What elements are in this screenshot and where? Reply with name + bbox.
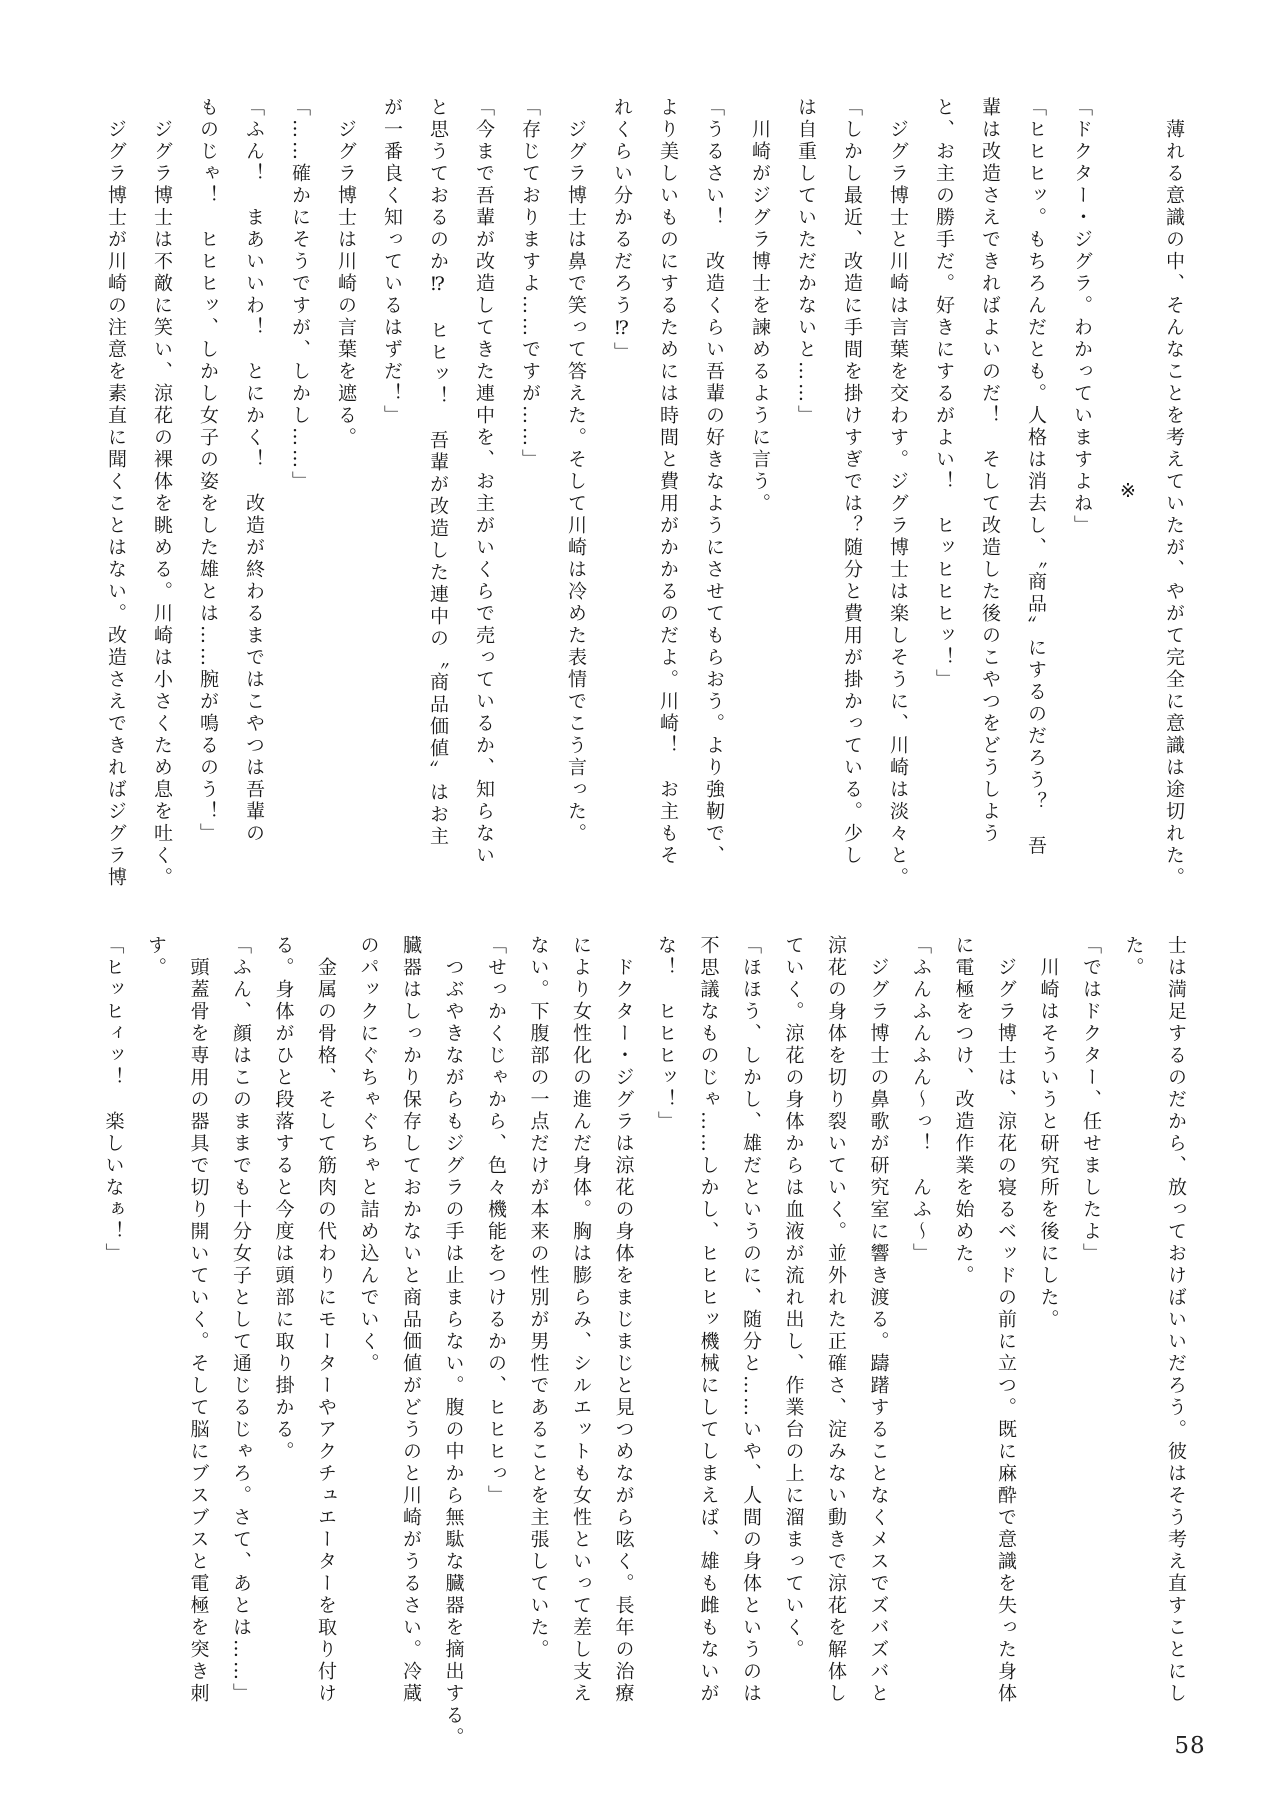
section-divider: ※ — [1117, 479, 1139, 505]
text-column: に電極をつけ、改造作業を始めた。 — [952, 935, 975, 1287]
text-column: と、お主の勝手だ。好きにするがよい！ ヒッヒヒヒッ！」 — [933, 97, 955, 691]
text-column: 「ふん！ まあいいわ！ とにかく！ 改造が終わるまではこやつは吾輩の — [243, 97, 265, 845]
text-column: た。 — [1122, 935, 1145, 979]
text-column: 輩は改造さえできればよいのだ！ そして改造した後のこやつをどうしよう — [979, 97, 1001, 845]
text-column: ジグラ博士の鼻歌が研究室に響き渡る。躊躇することなくメスでズバズバと — [867, 935, 890, 1705]
text-column: 「ヒッヒィッ！ 楽しいなぁ！」 — [102, 935, 125, 1265]
text-column: により女性化の進んだ身体。胸は膨らみ、シルエットも女性といって差し支え — [570, 935, 592, 1705]
text-column: ていく。涼花の身体からは血液が流れ出し、作業台の上に溜まっていく。 — [782, 935, 805, 1661]
text-column: は自重していただかないと……」 — [795, 97, 817, 427]
text-column: 「ではドクター、任せましたよ」 — [1080, 935, 1102, 1265]
text-column: 「ふんふんふん～っ！ んふ～」 — [910, 935, 932, 1265]
bottom-band — [92, 935, 1197, 1749]
text-column: 「……確かにそうですが、しかし……」 — [289, 97, 311, 493]
text-column: 「ふん、顔はこのままでも十分女子として通じるじゃろ。さて、あとは……」 — [230, 935, 252, 1705]
text-column: ジグラ博士は、涼花の寝るベッドの前に立つ。既に麻酔で意識を失った身体 — [995, 935, 1017, 1705]
text-column: 川崎がジグラ博士を諫めるように言う。 — [749, 97, 771, 515]
text-column: ジグラ博士が川崎の注意を素直に聞くことはない。改造さえできればジグラ博 — [105, 97, 127, 889]
text-column: のパックにぐちゃぐちゃと詰め込んでいく。 — [357, 935, 380, 1375]
top-band — [93, 97, 1197, 887]
text-column: ない。下腹部の一点だけが本来の性別が男性であることを主張していた。 — [527, 935, 550, 1661]
text-column: 涼花の身体を切り裂いていく。並外れた正確さ、淀みない動きで涼花を解体し — [825, 935, 847, 1705]
text-column: 「うるさい！ 改造くらい吾輩の好きなようにさせてもらおう。より強靭で、 — [703, 97, 725, 867]
text-column: 川崎はそういうと研究所を後にした。 — [1037, 935, 1060, 1331]
text-column: ジグラ博士は川崎の言葉を遮る。 — [335, 97, 357, 449]
text-column: が一番良く知っているはずだ！」 — [381, 97, 403, 427]
text-column: 「今まで吾輩が改造してきた連中を、お主がいくらで売っているか、知らない — [473, 97, 495, 867]
text-column: つぶやきながらもジグラの手は止まらない。腹の中から無駄な臓器を摘出する。 — [442, 935, 465, 1749]
text-column: 薄れる意識の中、そんなことを考えていたが、やがて完全に意識は途切れた。 — [1163, 97, 1185, 889]
text-column: ジグラ博士は鼻で笑って答えた。そして川崎は冷めた表情でこう言った。 — [565, 97, 587, 845]
text-column: 頭蓋骨を専用の器具で切り開いていく。そして脳にブスブスと電極を突き刺 — [187, 935, 210, 1705]
text-column: な！ ヒヒヒッ！」 — [655, 935, 677, 1133]
text-column: ドクター・ジグラは涼花の身体をまじまじと見つめながら呟く。長年の治療 — [612, 935, 635, 1705]
text-column: ジグラ博士と川崎は言葉を交わす。ジグラ博士は楽しそうに、川崎は淡々と。 — [887, 97, 909, 889]
text-column: 士は満足するのだから、放っておけばいいだろう。彼はそう考え直すことにし — [1165, 935, 1187, 1705]
text-column: れくらい分かるだろう⁉」 — [611, 97, 633, 364]
text-column: 「せっかくじゃから、色々機能をつけるかの、ヒヒヒっ」 — [485, 935, 507, 1507]
text-column: 金属の骨格、そして筋肉の代わりにモーターやアクチュエーターを取り付け — [315, 935, 337, 1705]
page-number: 58 — [1174, 1733, 1206, 1759]
text-column: 不思議なものじゃ……しかし、ヒヒヒッ機械にしてしまえば、雄も雌もないが — [697, 935, 720, 1705]
text-column: 「ヒヒヒッ。もちろんだとも。人格は消去し、〝商品〟にするのだろう？ 吾 — [1025, 97, 1047, 858]
text-column: 「存じておりますよ……ですが……」 — [519, 97, 541, 471]
text-column: す。 — [145, 935, 167, 979]
text-column: ものじゃ！ ヒヒヒッ、しかし女子の姿をした雄とは……腕が鳴るのう！」 — [197, 97, 219, 845]
text-column: 臓器はしっかり保存しておかないと商品価値がどうのと川崎がうるさい。冷蔵 — [400, 935, 422, 1705]
text-column: ジグラ博士は不敵に笑い、涼花の裸体を眺める。川崎は小さくため息を吐く。 — [151, 97, 173, 889]
text-column: と思うておるのか⁉ ヒヒッ！ 吾輩が改造した連中の〝商品価値〟はお主 — [427, 97, 449, 848]
text-column: 「ほほう、しかし、雄だというのに、随分と……いや、人間の身体というのは — [740, 935, 762, 1705]
text-column: より美しいものにするためには時間と費用がかかるのだよ。川崎！ お主もそ — [657, 97, 679, 867]
text-column: る。身体がひと段落すると今度は頭部に取り掛かる。 — [272, 935, 295, 1463]
text-column: 「しかし最近、改造に手間を掛けすぎでは？随分と費用が掛かっている。少し — [841, 97, 863, 867]
text-column: 「ドクター・ジグラ。わかっていますよね」 — [1071, 97, 1093, 537]
